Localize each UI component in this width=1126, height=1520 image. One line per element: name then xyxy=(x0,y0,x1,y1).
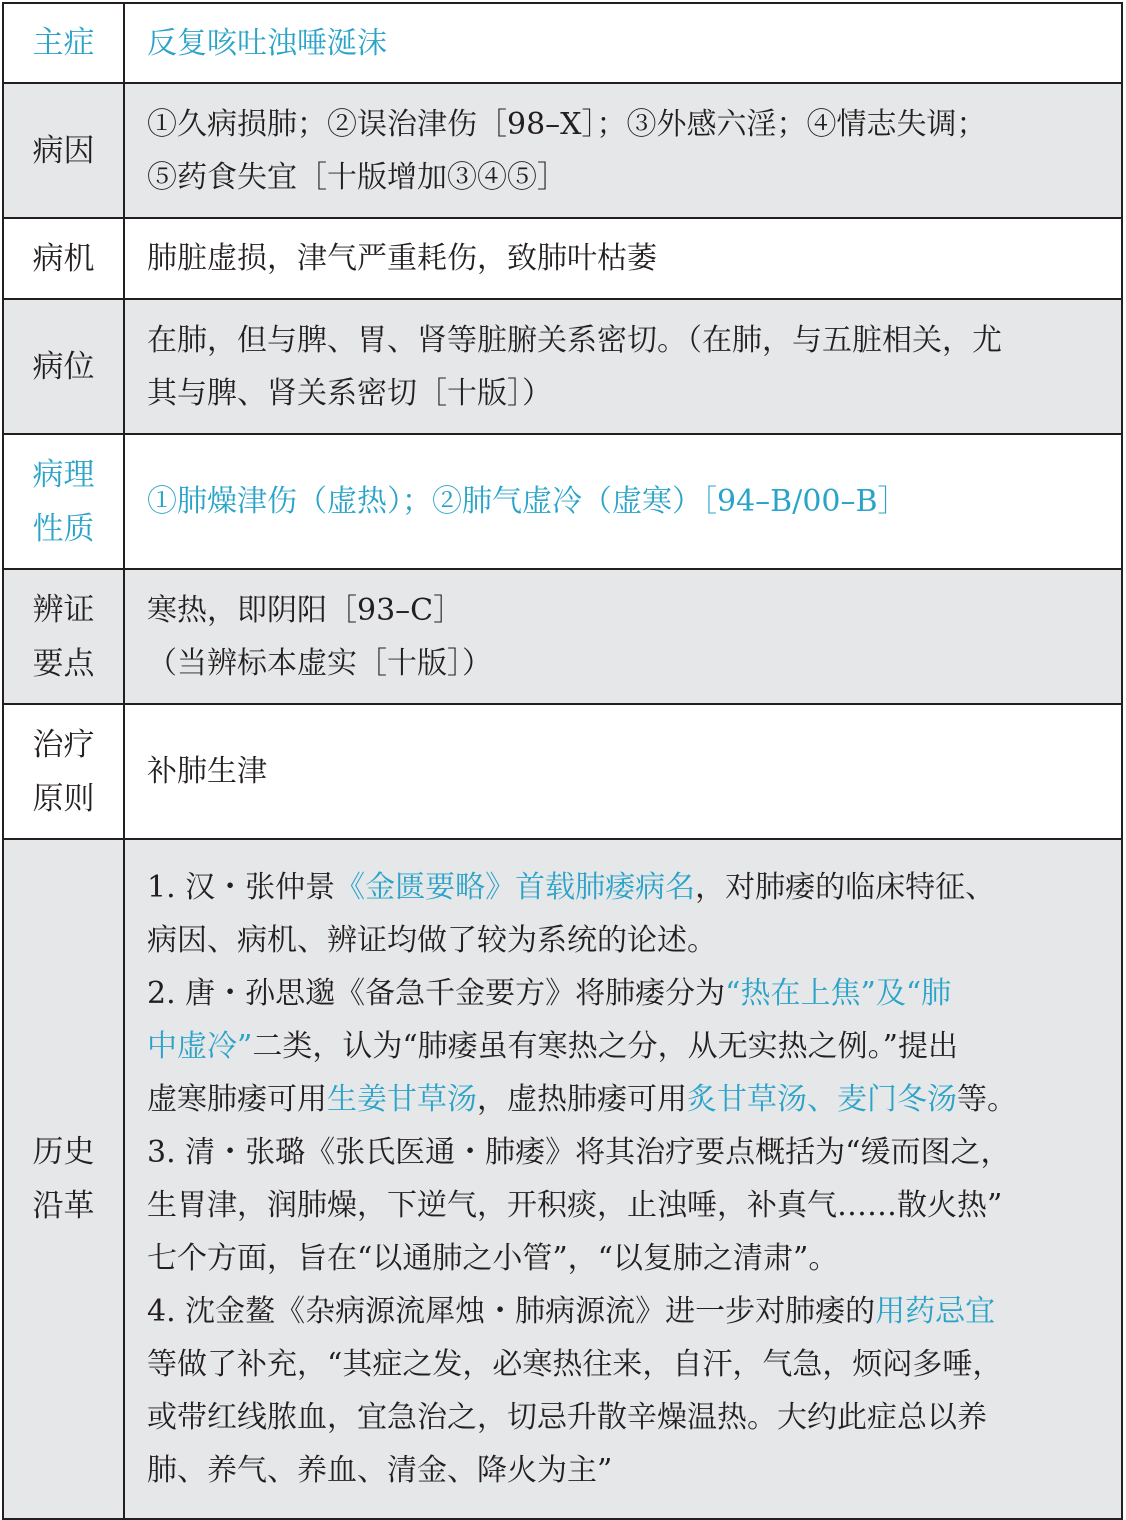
highlighted-text: 中虚冷” xyxy=(147,1029,253,1064)
content-line xyxy=(147,584,1107,637)
highlighted-text: 《金匮要略》首载肺痿病名 xyxy=(335,870,696,905)
content-line xyxy=(147,861,1107,914)
row-label-line: 辨证 xyxy=(32,591,95,628)
body-text: ，虚热肺痿可用 xyxy=(477,1082,687,1117)
row-label-line: 病因 xyxy=(32,132,95,169)
row-label-line: 病位 xyxy=(32,348,95,385)
info-table xyxy=(2,2,1123,1520)
body-text: 寒热，即阴阳［93–C］ xyxy=(147,592,464,628)
content-line xyxy=(147,637,1107,690)
row-content xyxy=(124,839,1122,1519)
highlighted-text: 用药忌宜 xyxy=(875,1294,996,1329)
highlighted-text: 生姜甘草汤 xyxy=(327,1082,477,1117)
row-label-line: 历史 xyxy=(32,1134,95,1170)
row-label-line: 沿革 xyxy=(32,1188,95,1224)
body-text: ⑤药食失宜［十版增加③④⑤］ xyxy=(147,159,567,195)
table-row xyxy=(3,434,1122,569)
content-line xyxy=(147,1338,1107,1391)
content-line xyxy=(147,1179,1107,1232)
content-line xyxy=(147,1232,1107,1285)
row-label xyxy=(3,839,124,1519)
table-row xyxy=(3,299,1122,434)
content-line xyxy=(147,475,1107,528)
row-content xyxy=(124,83,1122,218)
body-text: 病因、病机、辨证均做了较为系统的论述。 xyxy=(147,923,717,958)
body-text: 二类，认为“肺痿虽有寒热之分，从无实热之例。”提出 xyxy=(252,1029,959,1064)
body-text: ①久病损肺；②误治津伤［98–X］；③外感六淫；④情志失调； xyxy=(147,106,987,142)
table-row xyxy=(3,83,1122,218)
body-text: 生胃津，润肺燥，下逆气，开积痰，止浊唾，补真气……散火热” xyxy=(147,1188,1003,1223)
content-line xyxy=(147,17,1107,70)
table-body xyxy=(3,3,1122,1519)
body-text: ，对肺痿的临床特征、 xyxy=(695,870,996,905)
body-text: 在肺，但与脾、胃、肾等脏腑关系密切。（在肺，与五脏相关，尤 xyxy=(147,322,1002,358)
body-text: 2. 唐・孙思邈《备急千金要方》将肺痿分为 xyxy=(147,976,726,1011)
content-line xyxy=(147,745,1107,798)
content-line xyxy=(147,151,1107,204)
table-row xyxy=(3,3,1122,83)
body-text: 1. 汉・张仲景 xyxy=(147,870,336,905)
row-label-line: 要点 xyxy=(32,645,95,682)
body-text: 等。 xyxy=(957,1082,1017,1117)
highlighted-text: ①肺燥津伤（虚热）；②肺气虚冷（虚寒）［94–B/00–B］ xyxy=(147,484,908,519)
content-line xyxy=(147,232,1107,285)
body-text: 肺脏虚损，津气严重耗伤，致肺叶枯萎 xyxy=(147,241,657,276)
table-row xyxy=(3,704,1122,839)
content-line xyxy=(147,1391,1107,1444)
row-label xyxy=(3,299,124,434)
content-line xyxy=(147,1285,1107,1338)
highlighted-text: 反复咳吐浊唾涎沫 xyxy=(147,25,387,61)
table-row xyxy=(3,569,1122,704)
body-text: 其与脾、肾关系密切［十版］） xyxy=(147,375,552,411)
row-content xyxy=(124,434,1122,569)
body-text: 3. 清・张璐《张氏医通・肺痿》将其治疗要点概括为“缓而图之， xyxy=(147,1135,1011,1170)
body-text: 肺、养气、养血、清金、降火为主” xyxy=(147,1453,613,1488)
row-label-line: 病理 xyxy=(32,456,95,493)
row-content xyxy=(124,704,1122,839)
content-line xyxy=(147,1444,1107,1497)
table-row xyxy=(3,839,1122,1519)
row-label xyxy=(3,83,124,218)
content-line xyxy=(147,1073,1107,1126)
row-label-line: 病机 xyxy=(32,240,95,277)
content-line xyxy=(147,1126,1107,1179)
content-line xyxy=(147,914,1107,967)
row-label xyxy=(3,704,124,839)
body-text: 虚寒肺痿可用 xyxy=(147,1082,327,1117)
row-label-line: 主症 xyxy=(32,25,95,61)
content-line xyxy=(147,314,1107,367)
content-line xyxy=(147,967,1107,1020)
row-label xyxy=(3,218,124,299)
body-text: 七个方面，旨在“以通肺之小管”，“以复肺之清肃”。 xyxy=(147,1241,839,1276)
row-label-line: 性质 xyxy=(32,510,95,547)
row-label xyxy=(3,3,124,83)
row-label-line: 原则 xyxy=(32,780,95,817)
row-content xyxy=(124,218,1122,299)
body-text: 等做了补充，“其症之发，必寒热往来，自汗，气急，烦闷多唾， xyxy=(147,1347,1003,1382)
content-line xyxy=(147,98,1107,151)
row-content xyxy=(124,3,1122,83)
body-text: （当辨标本虚实［十版］） xyxy=(147,645,492,681)
row-label xyxy=(3,434,124,569)
content-line xyxy=(147,1020,1107,1073)
content-line xyxy=(147,367,1107,420)
row-content xyxy=(124,299,1122,434)
body-text: 4. 沈金鳌《杂病源流犀烛・肺病源流》进一步对肺痿的 xyxy=(147,1294,876,1329)
highlighted-text: “热在上焦”及“肺 xyxy=(725,976,952,1011)
row-label-line: 治疗 xyxy=(32,726,95,763)
body-text: 或带红线脓血，宜急治之，切忌升散辛燥温热。大约此症总以养 xyxy=(147,1400,987,1435)
highlighted-text: 炙甘草汤、麦门冬汤 xyxy=(687,1082,957,1117)
row-content xyxy=(124,569,1122,704)
row-label xyxy=(3,569,124,704)
table-row xyxy=(3,218,1122,299)
body-text: 补肺生津 xyxy=(147,754,267,789)
